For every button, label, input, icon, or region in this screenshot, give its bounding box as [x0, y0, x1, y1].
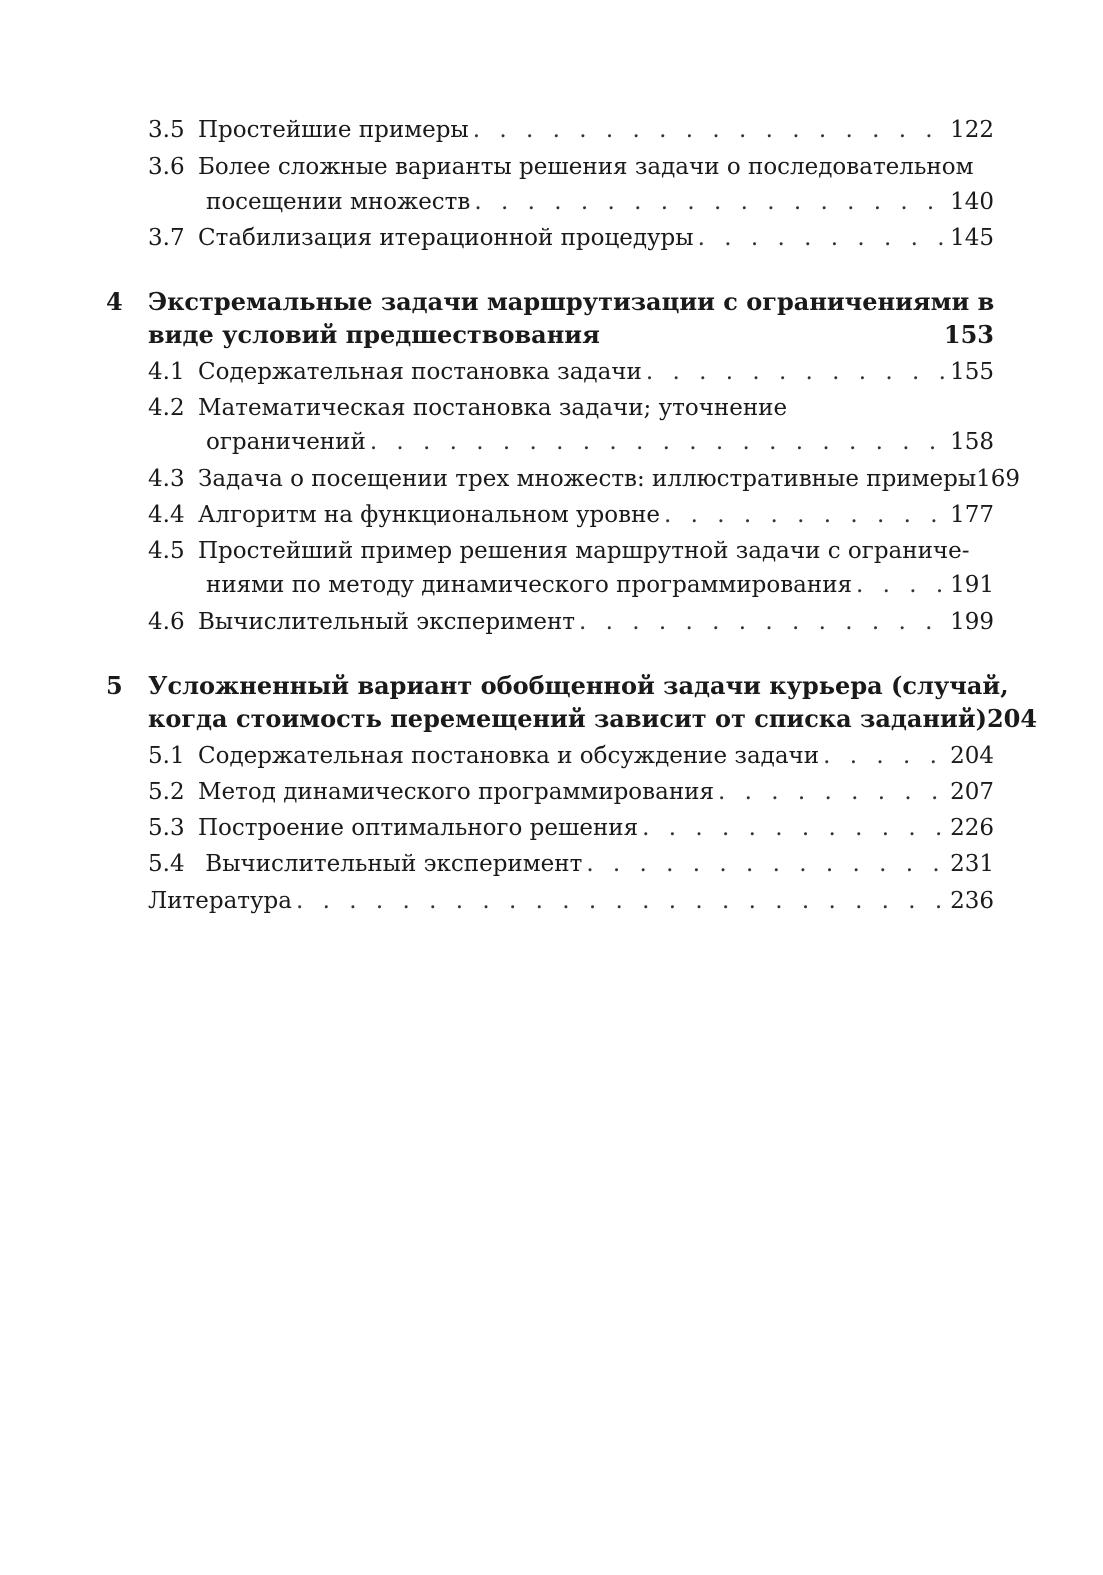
section-title: Простейший пример решения маршрутной задачи с ограниче-	[198, 538, 970, 564]
section-title: Математическая постановка задачи; уточнение	[198, 395, 788, 421]
toc-entry-3-5[interactable]	[148, 113, 994, 147]
section-title-continued: ниями по методу динамического программирования	[206, 572, 853, 598]
chapter-5-heading-continued[interactable]	[148, 702, 1038, 736]
leader-dots	[698, 221, 947, 255]
page-number: 122	[950, 117, 994, 143]
toc-entry-5-2[interactable]	[148, 775, 994, 809]
leader-dots	[718, 775, 946, 809]
page-number: 236	[950, 888, 994, 914]
section-number: 5.1	[148, 743, 185, 769]
chapter-number: 4	[106, 287, 123, 316]
toc-entry-4-5[interactable]	[148, 534, 994, 568]
section-title: Построение оптимального решения	[198, 815, 639, 841]
section-title: Содержательная постановка и обсуждение задачи	[198, 743, 820, 769]
chapter-title-line-2: когда стоимость перемещений зависит от списка заданий)	[148, 704, 987, 733]
toc-entry-3-6[interactable]	[148, 150, 994, 184]
chapter-5-heading[interactable]	[106, 669, 1009, 703]
leader-dots	[474, 185, 946, 219]
section-title-continued: посещении множеств	[206, 189, 471, 215]
page-number: 226	[950, 815, 994, 841]
section-number: 5.4	[148, 851, 185, 877]
leader-dots	[586, 847, 946, 881]
section-number: 5.2	[148, 779, 185, 805]
page-number: 199	[950, 609, 994, 635]
page-number: 145	[950, 225, 994, 251]
section-number: 4.2	[148, 395, 185, 421]
section-title-continued: ограничений	[206, 429, 366, 455]
section-number: 4.1	[148, 359, 185, 385]
section-title: Стабилизация итерационной процедуры	[198, 225, 694, 251]
chapter-4-heading-continued[interactable]	[148, 318, 994, 352]
section-title: Вычислительный эксперимент	[198, 851, 583, 877]
section-title: Алгоритм на функциональном уровне	[198, 502, 661, 528]
chapter-4-heading[interactable]	[106, 285, 994, 319]
references-title: Литература	[148, 888, 292, 914]
leader-dots	[579, 605, 946, 639]
page-number: 155	[950, 359, 994, 385]
section-title: Более сложные варианты решения задачи о последовательном	[198, 154, 974, 180]
leader-dots	[296, 884, 946, 918]
section-title: Вычислительный эксперимент	[198, 609, 575, 635]
toc-entry-3-6-continued[interactable]	[206, 185, 994, 219]
leader-dots	[856, 568, 946, 602]
chapter-title-line-2: виде условий предшествования	[148, 320, 600, 349]
page-number: 169	[976, 466, 1021, 492]
toc-entry-5-4[interactable]	[148, 847, 994, 881]
section-title: Задача о посещении трех множеств: иллюстративные примеры	[198, 466, 977, 492]
page-number: 177	[950, 502, 994, 528]
section-number: 5.3	[148, 815, 185, 841]
toc-entry-4-2[interactable]	[148, 391, 994, 425]
toc-entry-4-5-continued[interactable]	[206, 568, 994, 602]
chapter-page-number: 153	[943, 320, 994, 349]
toc-entry-4-1[interactable]	[148, 355, 994, 389]
page-number: 140	[950, 189, 994, 215]
chapter-number: 5	[106, 671, 123, 700]
toc-entry-5-3[interactable]	[148, 811, 994, 845]
toc-entry-5-1[interactable]	[148, 739, 994, 773]
section-title: Содержательная постановка задачи	[198, 359, 642, 385]
leader-dots	[823, 739, 946, 773]
page-number: 158	[950, 429, 994, 455]
page-number: 204	[950, 743, 994, 769]
toc-entry-4-4[interactable]	[148, 498, 994, 532]
section-number: 3.6	[148, 154, 185, 180]
leader-dots	[646, 355, 946, 389]
toc-entry-3-7[interactable]	[148, 221, 994, 255]
toc-entry-4-3[interactable]	[148, 462, 1021, 496]
page-number: 191	[950, 572, 994, 598]
leader-dots	[473, 113, 946, 147]
section-number: 4.4	[148, 502, 185, 528]
toc-entry-4-2-continued[interactable]	[206, 425, 994, 459]
section-title: Простейшие примеры	[198, 117, 469, 143]
leader-dots	[370, 425, 946, 459]
page-number: 231	[950, 851, 994, 877]
chapter-title-line-1: Экстремальные задачи маршрутизации с ограничениями в	[148, 287, 995, 316]
section-title: Метод динамического программирования	[198, 779, 714, 805]
section-number: 4.3	[148, 466, 185, 492]
chapter-page-number: 204	[986, 704, 1038, 733]
section-number: 3.7	[148, 225, 185, 251]
leader-dots	[664, 498, 946, 532]
page-number: 207	[950, 779, 994, 805]
section-number: 3.5	[148, 117, 185, 143]
chapter-title-line-1: Усложненный вариант обобщенной задачи курьера (случай,	[148, 671, 1009, 700]
toc-entry-references[interactable]	[148, 884, 994, 918]
leader-dots	[642, 811, 946, 845]
toc-entry-4-6[interactable]	[148, 605, 994, 639]
section-number: 4.5	[148, 538, 185, 564]
section-number: 4.6	[148, 609, 185, 635]
